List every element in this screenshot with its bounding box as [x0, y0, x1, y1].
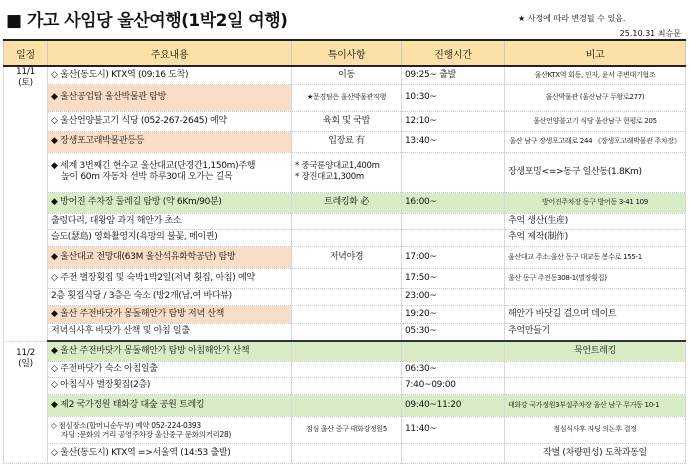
content-cell: ◆ 울산 주전바닷가 몽돌해안가 탐방 아침해안가 산책 — [48, 341, 292, 361]
content-cell: 슬도(瑟島) 영화촬영지(욕망의 불꽃, 메이퀸) — [48, 229, 292, 246]
header-content: 주요내용 — [48, 40, 292, 66]
remark-cell: 추억만들기 — [505, 323, 686, 341]
content-cell: ◇ 울산언양불고기 식당 (052-267-2645) 예약 — [48, 111, 292, 131]
note-line: * 장진대교1,300m — [295, 172, 364, 182]
remark-cell: 방어진주차장 동구 방어동 3-41 109 — [505, 192, 686, 213]
content-cell: 출렁다리, 대왕암 과거 해안가 초소 — [48, 213, 292, 229]
day1-weekday: (토) — [18, 78, 33, 88]
author-date: 25.10.31 최승문 — [619, 29, 681, 38]
content-cell: 저녁식사후 바닷가 산책 및 아침 일출 — [48, 323, 292, 341]
remark-cell: 장생포밍<=>동구 일산동(1.8Km) — [505, 152, 686, 192]
remark-cell — [505, 377, 686, 394]
day1-date: 11/1 — [15, 67, 35, 77]
note-cell — [292, 268, 402, 288]
time-cell: 16:00~ — [402, 192, 505, 213]
content-cell: ◇ 주전 별장횟집 및 숙박1박2일(저녁 횟집, 아침) 예약 — [48, 268, 292, 288]
header-time: 진행시간 — [402, 40, 505, 66]
remark-cell: 울산박물관 (울산남구 두왕로277) — [505, 84, 686, 111]
table-row — [4, 361, 686, 377]
remark-cell — [505, 361, 686, 377]
table-row — [4, 305, 686, 323]
time-cell — [402, 341, 505, 361]
time-cell: 06:30~ — [402, 361, 505, 377]
note-cell: 이동 — [292, 66, 402, 84]
header-remark: 비고 — [505, 40, 686, 66]
note-cell — [292, 394, 402, 416]
remark-cell: 울산KTX역 회동, 인자, 윤서 주변대기협조 — [505, 66, 686, 84]
note-cell: 육회 및 국밥 — [292, 111, 402, 131]
table-row — [4, 394, 686, 416]
remark-cell: 울산대교 주소:울산 동구 대교동 봉수로 155-1 — [505, 246, 686, 268]
content-line: 자딩 :문화의 거리 공영주차장 울산중구 문화의거리28) — [61, 429, 232, 439]
table-header-row — [4, 40, 686, 66]
table-row — [4, 192, 686, 213]
content-cell — [48, 416, 292, 443]
content-cell: ◆ 장생포고래박물관등등 — [48, 131, 292, 152]
note-cell: ★문경팀은 울산박물관직행 — [292, 84, 402, 111]
note-line: * 중국룬양대교1,400m — [295, 161, 380, 171]
content-cell: ◇ 울산(동도시) KTX역 =>서울역 (14:53 출발) — [48, 443, 292, 463]
remark-cell: 묵언트레킹 — [505, 341, 686, 361]
time-cell: 13:40~ — [402, 131, 505, 152]
content-line: ◆ 세계 3번째긴 현수교 울산대교(단경간1,150m)주행 — [51, 161, 256, 171]
note-cell — [292, 443, 402, 463]
table-row — [4, 111, 686, 131]
table-row — [4, 84, 686, 111]
table-row — [4, 377, 686, 394]
time-cell: 19:20~ — [402, 305, 505, 323]
day2-weekday: (일) — [18, 358, 33, 369]
header-note: 특이사항 — [292, 40, 402, 66]
table-row — [4, 416, 686, 443]
table-row — [4, 246, 686, 268]
note-cell — [292, 377, 402, 394]
time-cell: 17:50~ — [402, 268, 505, 288]
content-cell: ◆ 울산 주전바닷가 몽돌해안가 탐방 저녁 산책 — [48, 305, 292, 323]
content-cell: ◆ 방어진 주차장 둘레길 탐방 (약 6Km/90분) — [48, 192, 292, 213]
remark-cell — [505, 288, 686, 305]
content-line: ◇ 점심장소(할머니순두부) 예약 052-224-0393 — [51, 420, 201, 430]
table-row — [4, 443, 686, 463]
remark-cell: 울산 남구 장생포고래로 244 《장생포고래박물관 주차장》 — [505, 131, 686, 152]
table-row — [4, 229, 686, 246]
content-cell — [48, 152, 292, 192]
content-cell: 2층 횟집식당 / 3층은 숙소 (방2개(남,여 바다뷰) — [48, 288, 292, 305]
note-cell — [292, 213, 402, 229]
table-row — [4, 288, 686, 305]
content-cell: ◇ 아침식사 별장횟집(2층) — [48, 377, 292, 394]
content-cell: ◇ 울산(동도시) KTX역 (09:16 도착) — [48, 66, 292, 84]
note-cell — [292, 288, 402, 305]
day2-cell — [4, 341, 48, 463]
content-line: 높이 60m 자동차 선박 하루30대 오가는 길목 — [61, 172, 233, 182]
time-cell: 09:25~ 출발 — [402, 66, 505, 84]
time-cell: 23:00~ — [402, 288, 505, 305]
note-cell: 점심 울산 중구 태화강정원5 — [292, 416, 402, 443]
remark-cell: 해안가 바닷길 걸으며 데이트 — [505, 305, 686, 323]
header-day: 일정 — [4, 40, 48, 66]
note-cell: 입장료 有 — [292, 131, 402, 152]
note-cell — [292, 229, 402, 246]
table-row — [4, 131, 686, 152]
time-cell: 05:30~ — [402, 323, 505, 341]
table-row — [4, 268, 686, 288]
table-row — [4, 152, 686, 192]
remark-cell: 작별 (차량편성) 도착과동일 — [505, 443, 686, 463]
change-notice: ★ 사정에 따라 변경될 수 있음. — [518, 14, 626, 23]
time-cell: 17:00~ — [402, 246, 505, 268]
time-cell: 12:10~ — [402, 111, 505, 131]
time-cell: 7:40~09:00 — [402, 377, 505, 394]
note-cell: 저녁야경 — [292, 246, 402, 268]
note-cell — [292, 323, 402, 341]
note-cell — [292, 305, 402, 323]
remark-cell: 태화강 국가정원3부설주차장 울산 남구 무거동 10-1 — [505, 394, 686, 416]
remark-cell: 점심식사후 자딩 의논후 결정 — [505, 416, 686, 443]
table-row — [4, 323, 686, 341]
time-cell — [402, 213, 505, 229]
remark-cell: 울산언양불고기 식당 울산남구 현평로 205 — [505, 111, 686, 131]
day1-cell — [4, 66, 48, 341]
day2-date: 11/2 — [15, 347, 35, 358]
table-row — [4, 66, 686, 84]
time-cell — [402, 229, 505, 246]
time-cell — [402, 443, 505, 463]
table-row — [4, 341, 686, 361]
note-cell — [292, 152, 402, 192]
note-cell — [292, 341, 402, 361]
time-cell — [402, 152, 505, 192]
content-cell: ◆ 울산공업탑 울산박물관 탐방 — [48, 84, 292, 111]
remark-cell: 추억 생산(生産) — [505, 213, 686, 229]
time-cell: 11:40~ — [402, 416, 505, 443]
content-cell: ◆ 제2 국가정원 태화강 대숲 공원 트레킹 — [48, 394, 292, 416]
content-cell: ◆ 울산대교 전망대(63M 울산석유화학공단) 탐방 — [48, 246, 292, 268]
remark-cell: 추억 제작(制作) — [505, 229, 686, 246]
note-cell — [292, 361, 402, 377]
note-cell: 트레킹화 必 — [292, 192, 402, 213]
itinerary-table — [3, 39, 686, 464]
time-cell: 10:30~ — [402, 84, 505, 111]
table-row — [4, 213, 686, 229]
content-cell: ◇ 주전바닷가 숙소 아침일출 — [48, 361, 292, 377]
time-cell: 09:40~11:20 — [402, 394, 505, 416]
remark-cell: 울산 동구 주전동308-1(별장횟집) — [505, 268, 686, 288]
page-title: ■ 가고 사임당 울산여행(1박2일 여행) — [6, 11, 288, 31]
